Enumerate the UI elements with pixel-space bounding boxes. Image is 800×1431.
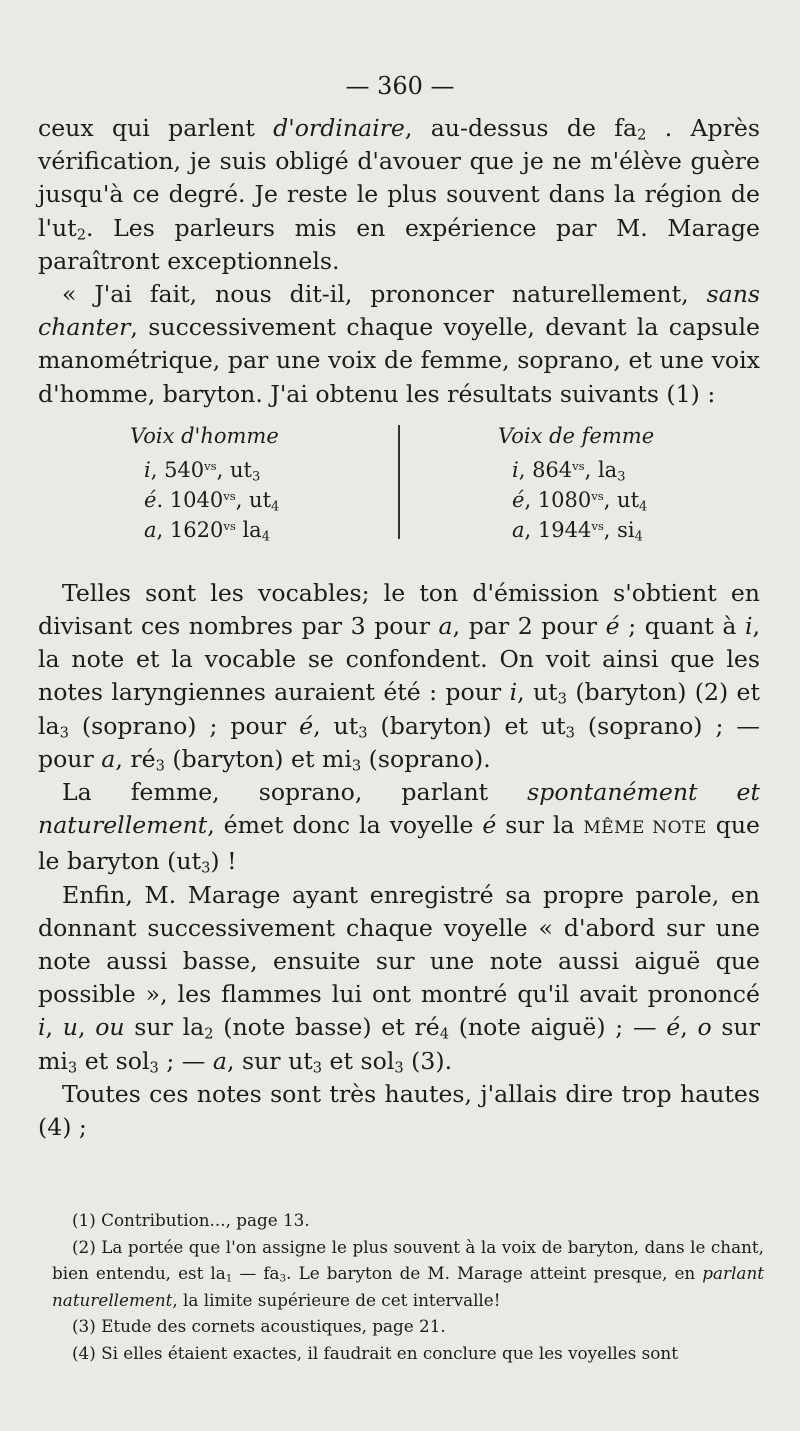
paragraph-6	[38, 1078, 760, 1144]
female-voice-column	[498, 421, 654, 545]
octave-subscript: 3	[201, 860, 211, 878]
footnote-4: (4) Si elles étaient exactes, il faudrait en conclure que les voyelles sont	[72, 1342, 678, 1363]
frequency: , 540	[150, 457, 205, 482]
column-divider	[398, 425, 400, 539]
note: , la	[584, 457, 618, 482]
table-row	[130, 455, 279, 485]
text-run: (baryton) et mi	[164, 744, 352, 773]
octave-subscript: 2	[637, 126, 647, 144]
frequency: , 1944	[524, 517, 592, 542]
unit: vs	[223, 518, 236, 533]
italic-run: a	[438, 612, 453, 641]
vowel: a	[512, 517, 525, 542]
text-run: Enfin, M. Marage ayant enregistré sa propre parole, en donnant successivement chaque voyelle « d'abord sur une note aussi basse, ensuite sur une note aussi aiguë que possible », les flammes lui ont montré qu'il avait prononcé	[38, 880, 760, 1009]
italic-run: é	[605, 612, 620, 641]
footnote-2	[52, 1234, 764, 1314]
octave-subscript: 3	[312, 1059, 323, 1077]
unit: vs	[591, 518, 604, 533]
text-run: , émet donc la voyelle	[207, 811, 483, 840]
unit: vs	[572, 458, 585, 473]
vowel: é	[512, 487, 525, 512]
italic-run: ou	[95, 1013, 125, 1042]
text-run: ceux qui parlent	[38, 114, 274, 142]
text-run: , la note et la vocable se confondent. On voit ainsi que les notes laryngiennes auraient été : pour	[38, 612, 761, 707]
paragraph-3	[38, 577, 760, 776]
text-run: La femme, soprano, parlant	[62, 778, 528, 807]
text-run: ; —	[158, 1046, 213, 1075]
footnote-3: (3) Etude des cornets acoustiques, page 21.	[72, 1316, 446, 1336]
text-run: (soprano) ; — pour	[38, 711, 760, 773]
italic-run: a	[212, 1046, 227, 1075]
text-run: Telles sont les vocables; le ton d'émission s'obtient en divisant ces nombres par 3 pour	[38, 578, 760, 641]
table-row	[130, 485, 279, 515]
text-run: (note basse) et ré	[213, 1013, 440, 1042]
italic-run: i	[744, 612, 753, 641]
octave-subscript: 3	[155, 757, 165, 775]
table-row	[498, 515, 654, 545]
vowel: i	[512, 457, 519, 482]
octave-subscript: 3	[59, 724, 69, 742]
male-voice-column	[130, 421, 279, 545]
italic-run: i	[509, 678, 518, 707]
octave-subscript: 1	[225, 1272, 233, 1285]
octave-subscript: 4	[639, 499, 648, 515]
octave-subscript: 4	[634, 529, 643, 545]
octave-subscript: 3	[67, 1059, 78, 1077]
text-run: sur mi	[38, 1013, 761, 1075]
text-run: « J'ai fait, nous dit-il, prononcer naturellement,	[62, 280, 707, 309]
frequency: , 1620	[156, 517, 224, 542]
table-row	[130, 515, 279, 545]
octave-subscript: 3	[617, 469, 626, 485]
note: , ut	[235, 487, 272, 512]
paragraph-2	[38, 278, 760, 411]
text-run: , successivement chaque voyelle, devant la capsule manométrique, par une voix de femme, soprano, et une voix d'homme, baryton. J'ai obtenu les résultats suivants (1) :	[38, 313, 760, 408]
text-run: (3).	[403, 1046, 453, 1075]
unit: vs	[223, 488, 236, 503]
octave-subscript: 2	[204, 1026, 214, 1044]
text-run: (baryton) et ut	[367, 711, 566, 740]
octave-subscript: 3	[351, 757, 362, 775]
italic-run: a	[101, 744, 116, 773]
text-run: , au-dessus de fa	[404, 114, 638, 142]
text-run: , par 2 pour	[452, 612, 606, 641]
unit: vs	[204, 458, 217, 473]
column-heading: Voix d'homme	[130, 423, 279, 448]
italic-run: é	[482, 811, 497, 840]
text-run: ; quant à	[619, 612, 745, 641]
paragraph-5	[38, 879, 760, 1078]
text-run: ,	[45, 1013, 63, 1042]
paragraph-4	[38, 776, 760, 879]
text-run: sur la	[124, 1013, 205, 1042]
vowel: i	[144, 457, 151, 482]
text-run: et sol	[77, 1046, 150, 1075]
vowel: a	[144, 517, 157, 542]
text-run: — fa	[232, 1263, 280, 1283]
italic-run: spontanément et naturellement	[38, 778, 760, 840]
octave-subscript: 3	[251, 469, 261, 485]
italic-run: é	[299, 711, 314, 740]
octave-subscript: 4	[439, 1026, 450, 1044]
column-heading: Voix de femme	[498, 423, 655, 448]
octave-subscript: 4	[261, 529, 270, 545]
text-run: ,	[77, 1013, 96, 1042]
text-run: ) !	[210, 847, 237, 876]
text-run: , la limite supérieure de cet intervalle!	[172, 1289, 501, 1310]
italic-run: é	[666, 1013, 681, 1042]
text-run: . Les parleurs mis en expérience par M. Marage paraîtront exceptionnels.	[38, 213, 760, 275]
footnotes	[52, 1207, 764, 1366]
octave-subscript: 3	[557, 691, 567, 709]
frequency: , 864	[518, 457, 573, 482]
italic-run: sans chanter	[38, 280, 760, 342]
table-row	[498, 485, 654, 515]
frequency: . 1040	[156, 487, 224, 512]
table-row	[498, 455, 654, 485]
page-number: — 360 —	[345, 72, 455, 100]
unit: vs	[591, 488, 604, 503]
text-run: sur la	[496, 811, 584, 840]
octave-subscript: 2	[76, 226, 87, 244]
text-run: (soprano) ; pour	[68, 711, 300, 740]
note: , ut	[216, 457, 252, 482]
text-run: (soprano).	[361, 744, 491, 773]
text-run: que le baryton (ut	[38, 811, 760, 876]
italic-run: i	[38, 1013, 46, 1042]
text-run: . Le baryton de M. Marage atteint presque, en	[286, 1263, 703, 1283]
octave-subscript: 3	[279, 1272, 287, 1285]
text-run: , sur ut	[226, 1046, 313, 1075]
text-run: Toutes ces notes sont très hautes, j'allais dire trop hautes (4) ;	[38, 1079, 760, 1142]
octave-subscript: 3	[358, 724, 368, 742]
note: , si	[603, 517, 635, 542]
text-run: (baryton) (2) et la	[38, 678, 760, 740]
frequency: , 1080	[524, 487, 592, 512]
note: la	[235, 517, 262, 542]
footnote-1: (1) Contribution..., page 13.	[72, 1210, 310, 1230]
main-text	[38, 112, 760, 1144]
italic-run: d'ordinaire	[273, 114, 405, 142]
note: , ut	[603, 487, 640, 512]
paragraph-1	[38, 112, 760, 278]
octave-subscript: 3	[394, 1059, 404, 1077]
text-run: , ré	[115, 744, 156, 773]
octave-subscript: 4	[271, 499, 280, 515]
text-run: ,	[680, 1013, 698, 1042]
small-caps-run: MÊME NOTE	[583, 818, 707, 839]
octave-subscript: 3	[565, 724, 575, 742]
text-run: . Après vérification, je suis obligé d'avouer que je ne m'élève guère jusqu'à ce degré. Je reste le plus souvent dans la région de l'ut	[38, 114, 761, 242]
italic-run: u	[62, 1013, 78, 1042]
vowel: é	[144, 487, 157, 512]
octave-subscript: 3	[149, 1059, 159, 1077]
text-run: , ut	[313, 711, 359, 740]
text-run: (note aiguë) ; —	[449, 1013, 667, 1042]
vowel-frequency-table	[38, 417, 760, 569]
text-run: (2) La portée que l'on assigne le plus souvent à la voix de baryton, dans le chant, bien entendu, est la	[52, 1236, 764, 1283]
italic-run: parlant naturellement	[52, 1263, 764, 1310]
italic-run: o	[697, 1013, 712, 1042]
text-run: , ut	[517, 678, 558, 707]
text-run: et sol	[322, 1046, 395, 1075]
